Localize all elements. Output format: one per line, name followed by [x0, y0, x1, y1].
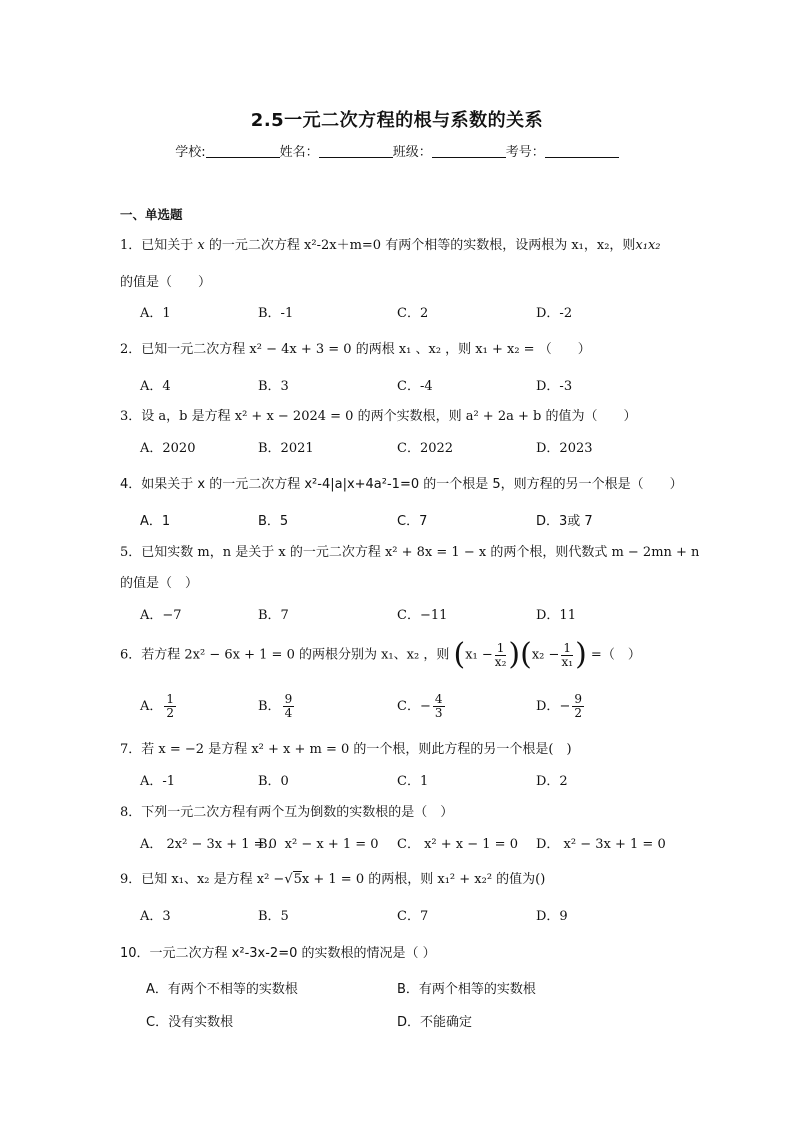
question-5: 5．已知实数 m，n 是关于 x 的一元二次方程 x² + 8x = 1 − x 的两个根，则代数式 m − 2mn + n: [120, 545, 700, 560]
q1-option-d[interactable]: D．-2: [536, 306, 573, 321]
name-label: 姓名：: [279, 145, 319, 160]
q9-option-a[interactable]: A．3: [140, 909, 171, 924]
q5-option-d[interactable]: D．11: [536, 608, 576, 623]
question-1-text-a: 1．已知关于: [120, 238, 194, 253]
question-7: 7．若 x = −2 是方程 x² + x + m = 0 的一个根，则此方程的另一个根是( ): [120, 742, 572, 757]
frac-num: 9: [284, 692, 293, 706]
q5-option-a[interactable]: A．−7: [140, 608, 182, 623]
q2-option-d[interactable]: D．-3: [536, 379, 573, 394]
q4-option-a[interactable]: A．1: [140, 514, 171, 529]
q7-option-d[interactable]: D．2: [536, 774, 568, 789]
page-title: 2.5一元二次方程的根与系数的关系: [250, 110, 544, 131]
frac-num: 1: [496, 640, 505, 655]
fraction: [433, 693, 445, 720]
q9-option-c[interactable]: C．7: [397, 909, 429, 924]
fraction: [283, 693, 295, 720]
paren-open-2: (: [520, 637, 532, 672]
question-1-line2: 的值是（ ）: [120, 275, 212, 290]
question-1-var: x: [197, 238, 205, 253]
option-label: C．: [397, 699, 420, 714]
paren-open-1: (: [453, 637, 466, 672]
question-2: 2．已知一元二次方程 x² − 4x + 3 = 0 的两根 x₁ 、x₂ ，则 x₁ + x₂ = （ ）: [120, 342, 591, 357]
q5-option-c[interactable]: C．−11: [397, 608, 448, 623]
q6-option-d[interactable]: [536, 693, 586, 720]
question-4: 4．如果关于 x 的一元二次方程 x²-4|a|x+4a²-1=0 的一个根是 5，则方程的另一个根是（ ）: [120, 477, 683, 492]
q3-option-b[interactable]: B．2021: [258, 441, 314, 456]
school-label: 学校:: [175, 145, 206, 160]
question-10: 10．一元二次方程 x²-3x-2=0 的实数根的情况是（ ）: [120, 946, 436, 961]
fraction: [495, 642, 507, 669]
q2-option-b[interactable]: B．3: [258, 379, 289, 394]
frac-num: 9: [574, 692, 582, 706]
q3-option-c[interactable]: C．2022: [397, 441, 454, 456]
frac-den: 2: [574, 706, 582, 720]
q8-option-b[interactable]: B． x² − x + 1 = 0: [258, 837, 379, 852]
q3-option-d[interactable]: D．2023: [536, 441, 593, 456]
question-1: [120, 234, 661, 253]
q5-option-b[interactable]: B．7: [258, 608, 289, 623]
id-label: 考号：: [505, 145, 545, 160]
q6-option-b[interactable]: [258, 693, 296, 720]
q3-option-a[interactable]: A．2020: [140, 441, 196, 456]
paren-close-2: ): [575, 637, 587, 672]
q6-option-a[interactable]: [140, 693, 178, 720]
sqrt-radicand: 5: [293, 872, 302, 887]
question-1-text-b: 的一元二次方程 x²-2x＋m=0 有两个相等的实数根，设两根为 x₁，x₂，则: [208, 238, 636, 253]
frac-num: 4: [434, 692, 443, 706]
q10-option-c[interactable]: C．没有实数根: [146, 1015, 234, 1030]
q1-option-c[interactable]: C．2: [397, 306, 429, 321]
frac-num: 1: [166, 692, 175, 706]
paren-close-1: ): [508, 637, 521, 672]
q1-option-a[interactable]: A．1: [140, 306, 171, 321]
fraction: [561, 642, 573, 669]
section-title: 一、单选题: [120, 207, 183, 222]
question-8: 8．下列一元二次方程有两个互为倒数的实数根的是（ ）: [120, 805, 454, 820]
q7-option-b[interactable]: B．0: [258, 774, 289, 789]
q1-option-b[interactable]: B．-1: [258, 306, 294, 321]
question-1-text-c: x₁x₂: [635, 238, 661, 253]
q4-option-c[interactable]: C．7: [397, 514, 428, 529]
frac-num: 1: [563, 640, 572, 655]
q2-option-a[interactable]: A．4: [140, 379, 171, 394]
class-label: 班级：: [392, 145, 432, 160]
frac-den: 2: [166, 706, 175, 720]
school-field[interactable]: [206, 145, 280, 158]
q4-option-b[interactable]: B．5: [258, 514, 289, 529]
q10-option-b[interactable]: B．有两个相等的实数根: [397, 982, 536, 997]
q7-option-a[interactable]: A．-1: [140, 774, 176, 789]
question-9-text-b: x + 1 = 0 的两根，则 x₁² + x₂² 的值为(): [301, 872, 546, 887]
option-label: A．: [140, 699, 163, 714]
q2-option-c[interactable]: C．-4: [397, 379, 433, 394]
option-sign: −: [559, 699, 571, 714]
option-label: B．: [258, 699, 281, 714]
option-sign: −: [419, 699, 431, 714]
student-info-line: [0, 141, 794, 160]
frac-den: 4: [284, 706, 293, 720]
question-6-expr-b: x₂ −: [531, 647, 560, 663]
question-6-text-b: =（ ）: [590, 647, 641, 663]
q9-option-b[interactable]: B．5: [258, 909, 289, 924]
q6-option-c[interactable]: [397, 693, 447, 720]
question-6: [120, 637, 641, 672]
question-6-text-a: 6．若方程 2x² − 6x + 1 = 0 的两根分别为 x₁、x₂ ，则: [120, 647, 450, 663]
id-field[interactable]: [545, 145, 619, 158]
sqrt-sign: √: [284, 872, 293, 887]
fraction: [572, 693, 584, 720]
question-9: [120, 868, 545, 887]
q10-option-d[interactable]: D．不能确定: [397, 1015, 473, 1030]
q4-option-d[interactable]: D．3或 7: [536, 514, 593, 529]
fraction: [164, 693, 176, 720]
question-6-expr-a: x₁ −: [465, 647, 493, 663]
q8-option-d[interactable]: D． x² − 3x + 1 = 0: [536, 837, 666, 852]
q8-option-c[interactable]: C． x² + x − 1 = 0: [397, 837, 518, 852]
q7-option-c[interactable]: C．1: [397, 774, 429, 789]
q9-option-d[interactable]: D．9: [536, 909, 568, 924]
class-field[interactable]: [432, 145, 506, 158]
frac-den: x₂: [494, 654, 507, 669]
question-3: 3．设 a，b 是方程 x² + x − 2024 = 0 的两个实数根，则 a² + 2a + b 的值为（ ）: [120, 409, 637, 424]
question-9-text-a: 9．已知 x₁、x₂ 是方程 x² −: [120, 872, 285, 887]
q8-option-a[interactable]: A． 2x² − 3x + 1 = 0: [140, 837, 277, 852]
question-5-line2: 的值是（ ）: [120, 576, 199, 591]
name-field[interactable]: [319, 145, 393, 158]
option-label: D．: [536, 699, 560, 714]
frac-den: x₁: [561, 654, 574, 669]
frac-den: 3: [434, 706, 443, 720]
q10-option-a[interactable]: A．有两个不相等的实数根: [146, 982, 298, 997]
